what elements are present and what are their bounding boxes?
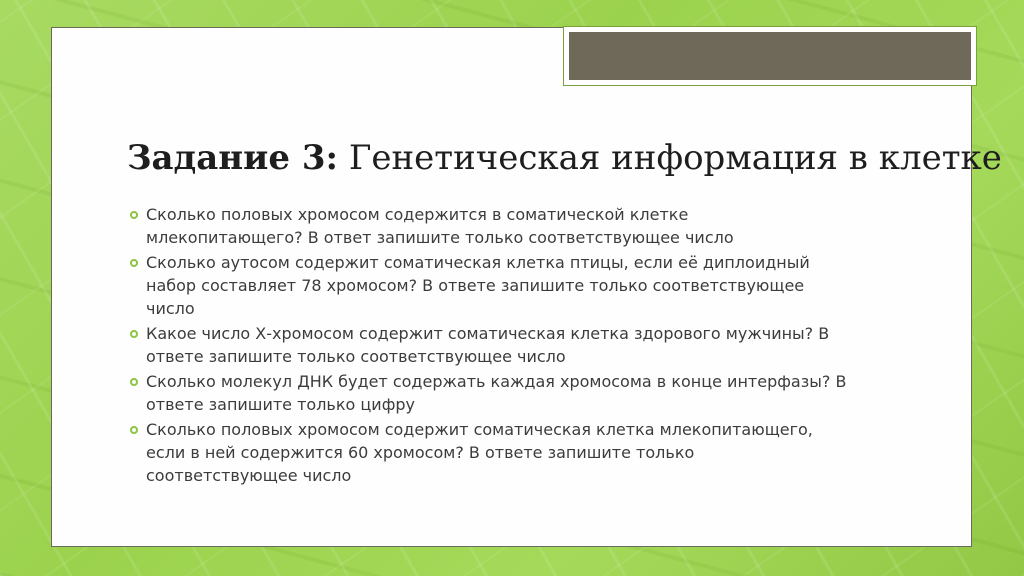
slide-title bbox=[127, 138, 1002, 178]
bullet-circle-icon bbox=[130, 259, 138, 267]
question-text: Сколько молекул ДНК будет содержать каждая хромосома в конце интерфазы? В ответе запишите только цифру bbox=[146, 372, 847, 414]
question-item-1 bbox=[130, 203, 850, 249]
bullet-circle-icon bbox=[130, 426, 138, 434]
decorative-title-bar-frame bbox=[563, 26, 977, 86]
question-text: Сколько половых хромосом содержит соматическая клетка млекопитающего, если в ней содержится 60 хромосом? В ответе запишите только соответствующее число bbox=[146, 420, 813, 485]
bullet-circle-icon bbox=[130, 378, 138, 386]
question-text: Какое число Х-хромосом содержит соматическая клетка здорового мужчины? В ответе запишите только соответствующее число bbox=[146, 324, 830, 366]
bullet-circle-icon bbox=[130, 211, 138, 219]
bullet-circle-icon bbox=[130, 330, 138, 338]
decorative-title-bar bbox=[569, 32, 971, 80]
question-text: Сколько аутосом содержит соматическая клетка птицы, если её диплоидный набор составляет 78 хромосом? В ответе запишите только соответствующее число bbox=[146, 253, 810, 318]
question-item-4 bbox=[130, 370, 850, 416]
slide-title-lead: Задание 3: bbox=[127, 138, 339, 178]
question-text: Сколько половых хромосом содержится в соматической клетке млекопитающего? В ответ запишите только соответствующее число bbox=[146, 205, 734, 247]
slide-title-text: Генетическая информация в клетке bbox=[338, 138, 1002, 178]
question-item-3 bbox=[130, 322, 850, 368]
question-list bbox=[130, 203, 850, 489]
question-item-2 bbox=[130, 251, 850, 320]
question-item-5 bbox=[130, 418, 850, 487]
